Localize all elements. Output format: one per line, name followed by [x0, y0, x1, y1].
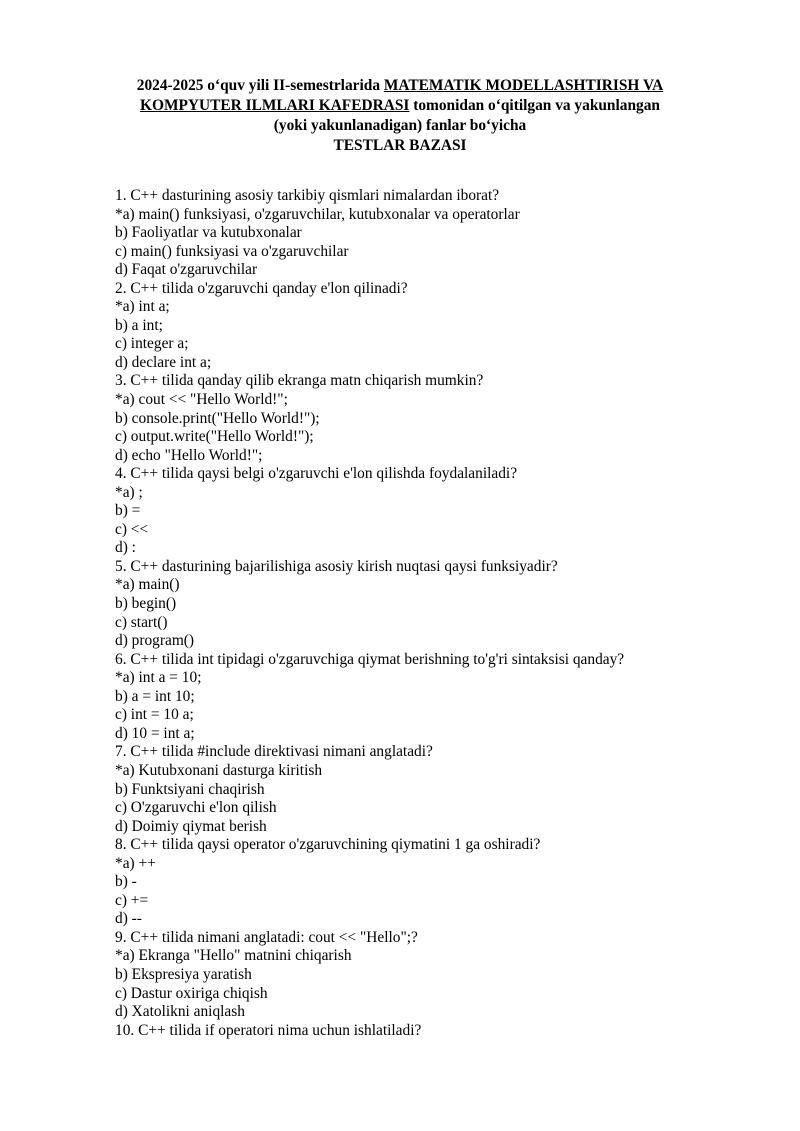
answer-option: c) integer a;: [115, 335, 189, 353]
answer-option: b) begin(): [115, 595, 177, 613]
question-block: [115, 187, 755, 280]
correct-answer-option: *a) main() funksiyasi, o'zgaruvchilar, kutubxonalar va operatorlar: [115, 205, 520, 223]
correct-answer-option: *a) main(): [115, 576, 180, 594]
header-line-2: [115, 96, 685, 116]
question-text: 1. C++ dasturining asosiy tarkibiy qismlari nimalardan iborat?: [115, 187, 500, 204]
answer-option: b) -: [115, 873, 137, 891]
answer-option: b) =: [115, 502, 141, 520]
question-block: [115, 1022, 755, 1041]
answer-option: c) int = 10 a;: [115, 706, 194, 724]
answer-option: b) a = int 10;: [115, 687, 195, 705]
answer-option: c) start(): [115, 613, 168, 631]
answer-option: d) 10 = int a;: [115, 724, 195, 742]
question-text: 7. C++ tilida #include direktivasi nimani anglatadi?: [115, 743, 433, 761]
answer-option: b) Ekspresiya yaratish: [115, 965, 252, 983]
answer-option: d) Doimiy qiymat berish: [115, 817, 267, 835]
header-line-3: (yoki yakunlanadigan) fanlar bo‘yicha: [273, 117, 527, 134]
answer-option: d) --: [115, 910, 142, 928]
answer-option: c) output.write("Hello World!");: [115, 428, 314, 446]
correct-answer-option: *a) Ekranga "Hello" matnini chiqarish: [115, 947, 352, 965]
document-title: TESTLAR BAZASI: [333, 137, 467, 154]
answer-option: b) a int;: [115, 316, 163, 334]
header-line-2-suffix: tomonidan o‘qitilgan va yakunlangan: [409, 97, 660, 114]
question-list: [115, 187, 755, 1040]
question-text: 4. C++ tilida qaysi belgi o'zgaruvchi e'lon qilishda foydalaniladi?: [115, 465, 518, 483]
question-block: [115, 280, 755, 373]
answer-option: c) Dastur oxiriga chiqish: [115, 984, 268, 1002]
answer-option: c) O'zgaruvchi e'lon qilish: [115, 799, 277, 817]
correct-answer-option: *a) ;: [115, 483, 143, 501]
question-text: 8. C++ tilida qaysi operator o'zgaruvchining qiymatini 1 ga oshiradi?: [115, 836, 541, 854]
answer-option: d) declare int a;: [115, 353, 212, 371]
answer-option: c) +=: [115, 891, 149, 909]
correct-answer-option: *a) int a = 10;: [115, 669, 202, 687]
question-text: 5. C++ dasturining bajarilishiga asosiy kirish nuqtasi qaysi funksiyadir?: [115, 557, 558, 575]
question-block: [115, 836, 755, 929]
answer-option: b) Faoliyatlar va kutubxonalar: [115, 224, 302, 242]
answer-option: d) echo "Hello World!";: [115, 446, 263, 464]
question-text: 10. C++ tilida if operatori nima uchun ishlatiladi?: [115, 1021, 422, 1039]
answer-option: d) Xatolikni aniqlash: [115, 1003, 245, 1021]
header-line-1: [115, 76, 685, 96]
answer-option: d) :: [115, 539, 136, 557]
question-block: [115, 465, 755, 558]
question-block: [115, 558, 755, 651]
department-name-part-2: KOMPYUTER ILMLARI KAFEDRASI: [140, 97, 410, 114]
question-text: 6. C++ tilida int tipidagi o'zgaruvchiga qiymat berishning to'g'ri sintaksisi qanday?: [115, 650, 625, 668]
question-block: [115, 651, 755, 744]
correct-answer-option: *a) Kutubxonani dasturga kiritish: [115, 761, 323, 779]
question-block: [115, 743, 755, 836]
department-name-part-1: MATEMATIK MODELLASHTIRISH VA: [383, 77, 664, 94]
answer-option: d) Faqat o'zgaruvchilar: [115, 261, 258, 279]
correct-answer-option: *a) cout << "Hello World!";: [115, 391, 288, 409]
question-text: 3. C++ tilida qanday qilib ekranga matn chiqarish mumkin?: [115, 372, 484, 390]
answer-option: b) console.print("Hello World!");: [115, 409, 320, 427]
answer-option: c) <<: [115, 520, 149, 538]
question-text: 2. C++ tilida o'zgaruvchi qanday e'lon qilinadi?: [115, 279, 408, 297]
answer-option: d) program(): [115, 632, 195, 650]
answer-option: b) Funktsiyani chaqirish: [115, 780, 265, 798]
question-text: 9. C++ tilida nimani anglatadi: cout << "Hello";?: [115, 928, 418, 946]
header-line-1-prefix: 2024-2025 o‘quv yili II-semestrlarida: [136, 77, 384, 94]
answer-option: c) main() funksiyasi va o'zgaruvchilar: [115, 242, 349, 260]
question-block: [115, 929, 755, 1022]
question-block: [115, 372, 755, 465]
correct-answer-option: *a) ++: [115, 854, 156, 872]
document-header: [115, 76, 685, 156]
correct-answer-option: *a) int a;: [115, 298, 170, 316]
